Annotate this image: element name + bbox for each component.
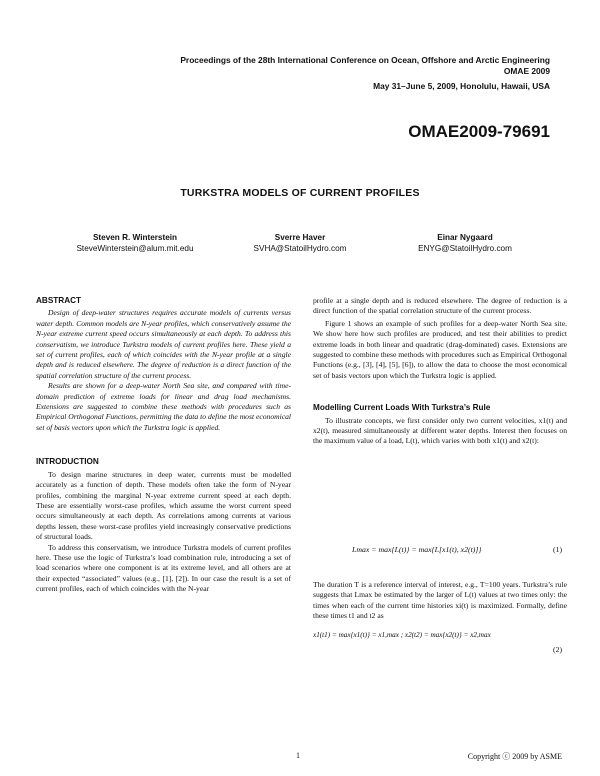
conference-name: Proceedings of the 28th International Conference on Ocean, Offshore and Arctic Engineering <box>180 55 550 65</box>
author-name: Einar Nygaard <box>437 233 493 242</box>
author-block <box>50 233 220 254</box>
author-block <box>380 233 550 254</box>
body-paragraph: Figure 1 shows an example of such profiles for a deep-water North Sea site. We show here how such profiles are produced, and test their abilities to predict extreme loads in both linear and quadratic (drag-dominated) cases. Extensions are suggested to combine these methods with procedures such as Empirical Orthogonal Functions (e.g., [3], [4], [5], [6]), to allow the data to choose the most economical set of basis vectors upon which the Turkstra logic is applied. <box>313 318 567 380</box>
abstract-paragraph: Design of deep-water structures requires accurate models of currents versus water depth. Common models are N-year profiles, which conservatively assume the N-year extreme current speed occurs simultaneously at each depth. To address this conservatism, we introduce Turkstra models of current profiles here. These yield a set of current profiles, each of which coincides with the N-year profile at a single depth and is reduced elsewhere. The degree of reduction is a direct function of the spatial correlation structure of the current process. <box>36 308 291 380</box>
conference-dates: May 31–June 5, 2009, Honolulu, Hawaii, USA <box>373 81 550 91</box>
paper-title: TURKSTRA MODELS OF CURRENT PROFILES <box>180 187 420 199</box>
body-paragraph: To illustrate concepts, we first consider only two current velocities, x1(t) and x2(t), measured simultaneously at different water depths. Interest then focuses on the maximum value of a load, L(t), which varies with both x1(t) and x2(t): <box>313 415 567 446</box>
author-email: SteveWinterstein@alum.mit.edu <box>76 243 194 253</box>
left-column <box>36 296 291 595</box>
equation-1: Lmax = max{L(t)} = max{L[x1(t), x2(t)]} <box>352 545 482 554</box>
right-column-continued <box>313 580 567 622</box>
right-column <box>313 296 567 447</box>
copyright-notice: Copyright ⓒ 2009 by ASME <box>467 752 562 761</box>
author-block <box>215 233 385 254</box>
abstract-heading: ABSTRACT <box>36 296 82 305</box>
section-heading: Modelling Current Loads With Turkstra’s Rule <box>313 403 491 413</box>
abstract-paragraph: Results are shown for a deep-water North Sea site, and compared with time-domain prediction of extreme loads for linear and drag load mechanisms. Extensions are suggested to combine these methods with procedures such as Empirical Orthogonal Functions, permitting the data to define the most economical set of basis vectors upon which the Turkstra logic is applied. <box>36 381 291 432</box>
introduction-paragraph: To design marine structures in deep water, currents must be modelled accurately as a function of depth. These models often take the form of N-year profiles, combining the marginal N-year extreme current speed at each depth. These are essentially worst-case profiles, which assume the worst current speed occurs simultaneously at each depth. As correlations among currents at various depths lessen, these worst-case profiles yield increasingly conservative predictions of structural loads. <box>36 469 291 542</box>
introduction-heading: INTRODUCTION <box>36 457 99 467</box>
body-paragraph: profile at a single depth and is reduced elsewhere. The degree of reduction is a direct function of the spatial correlation structure of the current process. <box>313 296 567 316</box>
page-number: 1 <box>296 751 300 760</box>
author-name: Steven R. Winterstein <box>92 233 178 242</box>
author-email: ENYG@StatoilHydro.com <box>418 243 512 253</box>
equation-2: x1(t1) = max{x1(t)} = x1,max ; x2(t2) = max{x2(t)} = x2,max <box>313 631 491 639</box>
author-name: Sverre Haver <box>274 233 326 242</box>
author-email: SVHA@StatoilHydro.com <box>253 243 347 253</box>
conference-acronym: OMAE 2009 <box>503 66 550 76</box>
equation-number: (1) <box>553 545 563 554</box>
paper-id: OMAE2009-79691 <box>408 122 550 141</box>
introduction-paragraph: To address this conservatism, we introduce Turkstra models of current profiles here. These use the logic of Turkstra’s load combination rule, introducing a set of load scenarios where one component is at its extreme level, and all others are at their expected “associated” values (e.g., [1], [2]). In our case the result is a set of current profiles, each of which coincides with the N-year <box>36 542 291 594</box>
body-paragraph: The duration T is a reference interval of interest, e.g., T=100 years. Turkstra’s rule suggests that Lmax be estimated by the larger of L(t) values at two times only: the times when each of the current time histories xi(t) is maximized. Formally, define these times t1 and t2 as <box>313 580 567 621</box>
equation-number: (2) <box>553 645 563 654</box>
